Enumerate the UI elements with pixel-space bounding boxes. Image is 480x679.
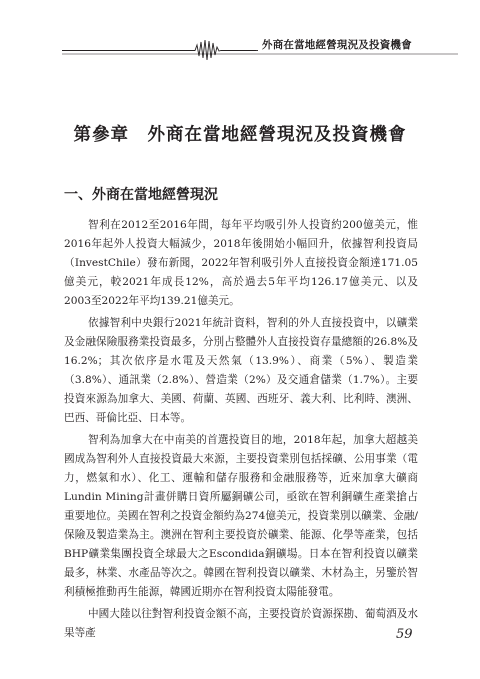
page-number: 59 bbox=[396, 627, 413, 642]
section-heading: 一、外商在當地經營現況 bbox=[64, 187, 218, 203]
body-text bbox=[64, 216, 418, 646]
paragraph: 智利在2012至2016年間，每年平均吸引外人投資約200億美元，惟2016年起外人投資大幅減少，2018年後開始小幅回升，依據智利投資局（InvestChile）發布新聞，2022年智利吸引外人直接投資金額達171.05億美元，較2021年成長12%，高於過去5年平均126.17億美元、以及2003至2022年平均139.21億美元。 bbox=[64, 219, 418, 307]
paragraph: 中國大陸以往對智利投資金額不高，主要投資於資源探勘、葡萄酒及水果等產 bbox=[64, 608, 418, 639]
paragraph: 依據智利中央銀行2021年統計資料，智利的外人直接投資中，以礦業及金融保險服務業投資最多，分別占整體外人直接投資存量總額的26.8%及16.2%；其次依序是水電及天然氣（13.9%）、商業（5%）、製造業（3.8%）、通訊業（2.8%）、營造業（2%）及交通倉儲業（1.7%）。主要投資來源為加拿大、美國、荷蘭、英國、西班牙、義大利、比利時、澳洲、巴西、哥倫比亞、日本等。 bbox=[64, 317, 418, 424]
header-rule bbox=[0, 0, 480, 70]
waveform-icon bbox=[192, 40, 256, 60]
running-header bbox=[0, 0, 480, 70]
chapter-title: 第參章 外商在當地經營現況及投資機會 bbox=[73, 125, 407, 145]
paragraph: 智利為加拿大在中南美的首選投資目的地，2018年起，加拿大超越美國成為智利外人直接投資最大來源，主要投資業別包括採礦、公用事業（電力，燃氣和水）、化工、運輸和儲存服務和金融服務等，近來加拿大礦商Lundin Mining計畫併購日資所屬銅礦公司，亟欲在智利銅礦生產業搶占重要地位。美國在智利之投資金額約為274億美元，投資業別以礦業、金融/保險及製造業為主。澳洲在智利主要投資於礦業、能源、化學等產業，包括BHP礦業集團投資全球最大之Escondida銅礦場。日本在智利投資以礦業最多，林業、水產品等次之。韓國在智利投資以礦業、木材為主，另鑒於智利積極推動再生能源，韓國近期亦在智利投資太陽能發電。 bbox=[64, 434, 418, 598]
running-title: 外商在當地經營現況及投資機會 bbox=[262, 39, 412, 51]
